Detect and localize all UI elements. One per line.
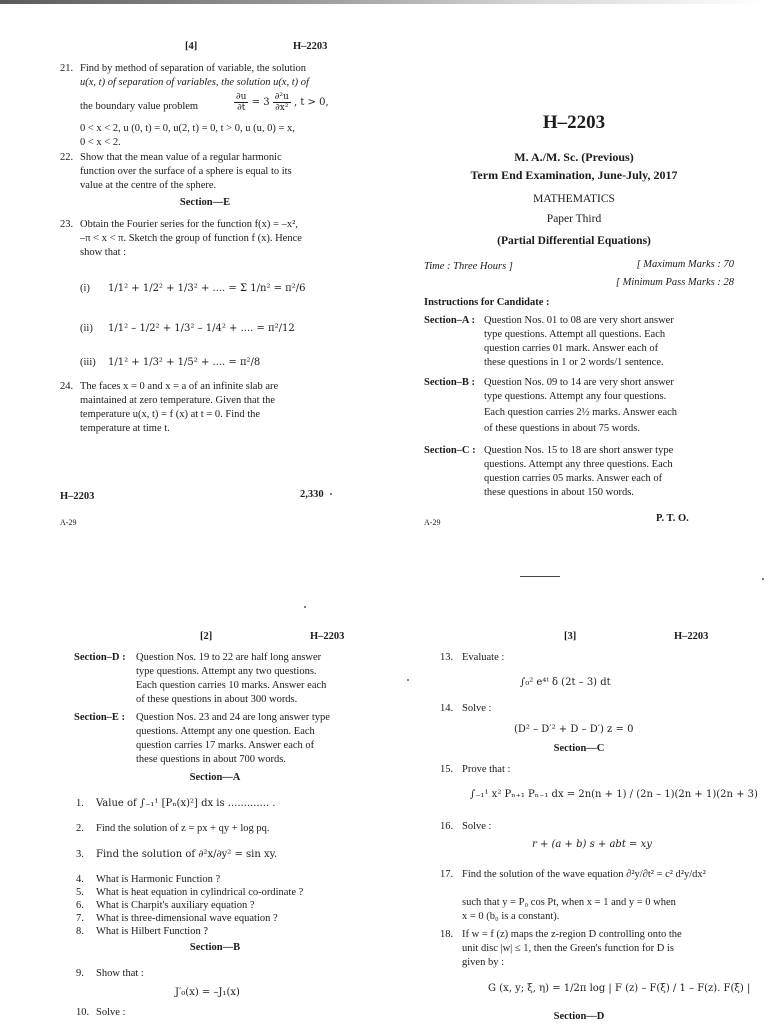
footer-count: 2,330 — [300, 489, 324, 500]
item-label: (i) — [80, 283, 90, 294]
paper-code: H–2203 — [310, 631, 345, 642]
instruction-text: Each question carries 10 marks. Answer each — [136, 680, 327, 691]
question-number: 15. — [440, 764, 454, 775]
instruction-text: question carries 17 marks. Answer each of — [136, 740, 315, 751]
instruction-text: type questions. Attempt any two questions. — [136, 666, 317, 677]
page-2 — [0, 512, 384, 1024]
question-text: What is heat equation in cylindrical co-ordinate ? — [96, 887, 304, 898]
section-heading: Section—D — [553, 1011, 605, 1022]
question-text: What is Hilbert Function ? — [96, 926, 208, 937]
question-number: 5. — [76, 887, 84, 898]
question-text: maintained at zero temperature. Given that the — [80, 395, 276, 406]
paper-code: H–2203 — [674, 631, 709, 642]
question-number: 16. — [440, 821, 454, 832]
question-text: Solve : — [462, 821, 492, 832]
instruction-text: questions. Attempt any one question. Each — [136, 726, 315, 737]
footer-code: H–2203 — [60, 491, 95, 502]
question-text: Show that : — [96, 968, 144, 979]
item-label: (ii) — [80, 323, 93, 334]
question-text: The faces x = 0 and x = a of an infinite slab are — [80, 381, 279, 392]
question-text: given by : — [462, 957, 504, 968]
question-text: value at the centre of the sphere. — [80, 180, 217, 191]
instruction-text: Question Nos. 09 to 14 are very short answer — [484, 377, 674, 388]
question-text: x = 0 (b₀ is a constant). — [462, 911, 560, 922]
question-text: Value of ∫₋₁¹ [Pₙ(x)²] dx is ............. . — [96, 798, 276, 809]
question-text: Show that the mean value of a regular harmonic — [80, 152, 282, 163]
equation: (D² – D′² + D – D′) z = 0 — [514, 724, 634, 735]
question-text: show that : — [80, 247, 127, 258]
question-text: Prove that : — [462, 764, 511, 775]
pto-label: P. T. O. — [656, 513, 689, 524]
instruction-text: these questions in about 150 words. — [484, 487, 634, 498]
scan-speck — [330, 493, 332, 495]
pde-expression — [234, 92, 329, 113]
question-text: Solve : — [462, 703, 492, 714]
question-number: 7. — [76, 913, 84, 924]
equation: ∫₋₁¹ x² Pₙ₊₁ Pₙ₋₁ dx = 2n(n + 1) / (2n – 1)(2n + 1)(2n + 3) — [470, 789, 758, 800]
series-expression: 1/1² + 1/3² + 1/5² + .... = π²/8 — [108, 357, 261, 368]
question-text: Find the solution of z = px + qy + log pq. — [96, 823, 270, 834]
page-4 — [0, 0, 384, 527]
question-text: If w = f (z) maps the z-region D controlling onto the — [462, 929, 682, 940]
question-text: 0 < x < 2. — [80, 137, 121, 148]
question-text: temperature at time t. — [80, 423, 170, 434]
instruction-text: Question Nos. 23 and 24 are long answer type — [136, 712, 330, 723]
exam-name: Term End Examination, June-July, 2017 — [470, 168, 678, 182]
question-text: Solve : — [96, 1007, 126, 1018]
question-number: 21. — [60, 63, 74, 74]
paper-title: H–2203 — [542, 112, 606, 133]
question-text: –π < x < π. Sketch the group of function f (x). Hence — [80, 233, 302, 244]
question-text: What is Harmonic Function ? — [96, 874, 221, 885]
degree: M. A./M. Sc. (Previous) — [514, 150, 634, 164]
question-number: 6. — [76, 900, 84, 911]
equation: J′₀(x) = –J₁(x) — [175, 987, 240, 998]
question-text: temperature u(x, t) = f (x) at t = 0. Find the — [80, 409, 261, 420]
max-marks: [ Maximum Marks : 70 — [636, 259, 734, 270]
section-label: Section–E : — [74, 712, 126, 723]
instruction-text: question carries 01 mark. Answer each of — [484, 343, 659, 354]
section-heading: Section—A — [189, 772, 241, 783]
question-number: 17. — [440, 869, 454, 880]
paper-number: Paper Third — [546, 213, 602, 225]
min-marks: [ Minimum Pass Marks : 28 — [615, 277, 734, 288]
page-cover — [384, 0, 768, 512]
question-text: What is three-dimensional wave equation ? — [96, 913, 278, 924]
footer-ref: A-29 — [60, 518, 77, 527]
question-text: Find by method of separation of variable, the solution — [80, 63, 306, 74]
question-text: u(x, t) of separation of variables, the solution u(x, t) of — [80, 77, 309, 88]
question-number: 1. — [76, 798, 84, 809]
page-number: [3] — [564, 631, 577, 642]
question-number: 22. — [60, 152, 74, 163]
question-number: 23. — [60, 219, 74, 230]
question-text: such that y = P₀ cos Pt, when x = 1 and y = 0 when — [462, 897, 676, 908]
paper-code: H–2203 — [293, 41, 328, 52]
section-heading: Section—E — [179, 197, 231, 208]
question-number: 3. — [76, 849, 84, 860]
section-heading: Section—B — [189, 942, 241, 953]
instruction-text: questions. Attempt any three questions. Each — [484, 459, 673, 470]
equation: r + (a + b) s + abt = xy — [532, 839, 652, 850]
question-number: 13. — [440, 652, 454, 663]
page-number: [4] — [185, 41, 198, 52]
section-label: Section–B : — [424, 377, 476, 388]
instruction-text: Each question carries 2½ marks. Answer each — [484, 407, 678, 418]
instruction-text: of these questions in about 300 words. — [136, 694, 298, 705]
question-number: 10. — [76, 1007, 90, 1018]
time-allowed: Time : Three Hours ] — [424, 261, 513, 272]
question-text: Find the solution of the wave equation ∂²y/∂t² = c² d²y/dx² — [462, 869, 706, 880]
section-label: Section–A : — [424, 315, 476, 326]
instruction-text: these questions in 1 or 2 words/1 sentence. — [484, 357, 664, 368]
series-expression: 1/1² + 1/2² + 1/3² + .... = Σ 1/n² = π²/6 — [108, 283, 306, 294]
instruction-text: of these questions in about 75 words. — [484, 423, 641, 434]
equation: ∫₀² e⁴ᵗ δ (2t – 3) dt — [520, 677, 611, 688]
question-number: 8. — [76, 926, 84, 937]
fraction: $\frac{\partial u}{\partial t}$ — [236, 92, 247, 113]
paper-topic: (Partial Differential Equations) — [497, 235, 651, 247]
equation-part: , t > 0, — [294, 97, 329, 108]
page-number: [2] — [200, 631, 213, 642]
page-3 — [384, 512, 768, 1024]
equation: G (x, y; ξ, η) = 1/2π log | F (z) – F(ξ) / 1 – F(z). F(ξ) | — [488, 983, 751, 994]
question-text: function over the surface of a sphere is equal to its — [80, 166, 292, 177]
question-text: Find the solution of ∂²x/∂y² = sin xy. — [96, 849, 278, 860]
instruction-text: type questions. Attempt any four questions. — [484, 391, 667, 402]
section-label: Section–D : — [74, 652, 126, 663]
fraction: $\frac{\text{∂²u}}{\text{∂x²}}$ — [274, 92, 289, 113]
instruction-text: Question Nos. 01 to 08 are very short answer — [484, 315, 674, 326]
instruction-text: type questions. Attempt all questions. Each — [484, 329, 666, 340]
section-heading: Section—C — [553, 743, 605, 754]
question-number: 24. — [60, 381, 74, 392]
series-expression: 1/1² – 1/2² + 1/3² – 1/4² + .... = π²/12 — [108, 323, 295, 334]
instruction-text: Question Nos. 19 to 22 are half long answer — [136, 652, 322, 663]
question-number: 18. — [440, 929, 454, 940]
question-number: 4. — [76, 874, 84, 885]
instructions-heading: Instructions for Candidate : — [424, 297, 550, 308]
instruction-text: question carries 05 marks. Answer each of — [484, 473, 663, 484]
question-number: 2. — [76, 823, 84, 834]
question-text: unit disc |w| ≤ 1, then the Green's function for D is — [462, 943, 674, 954]
instruction-text: these questions in about 700 words. — [136, 754, 286, 765]
question-text: What is Charpit's auxiliary equation ? — [96, 900, 255, 911]
question-text: the boundary value problem — [80, 101, 199, 112]
question-text: Obtain the Fourier series for the function f(x) = –x², — [80, 219, 298, 230]
question-text: 0 < x < 2, u (0, t) = 0, u(2, t) = 0, t > 0, u (u, 0) = x, — [80, 123, 295, 134]
equation-part: = 3 — [251, 97, 270, 108]
question-text: Evaluate : — [462, 652, 505, 663]
item-label: (iii) — [80, 357, 96, 368]
instruction-text: Question Nos. 15 to 18 are short answer type — [484, 445, 674, 456]
subject: MATHEMATICS — [533, 193, 615, 205]
question-number: 14. — [440, 703, 454, 714]
footer-ref: A-29 — [424, 518, 441, 527]
question-number: 9. — [76, 968, 84, 979]
section-label: Section–C : — [424, 445, 476, 456]
